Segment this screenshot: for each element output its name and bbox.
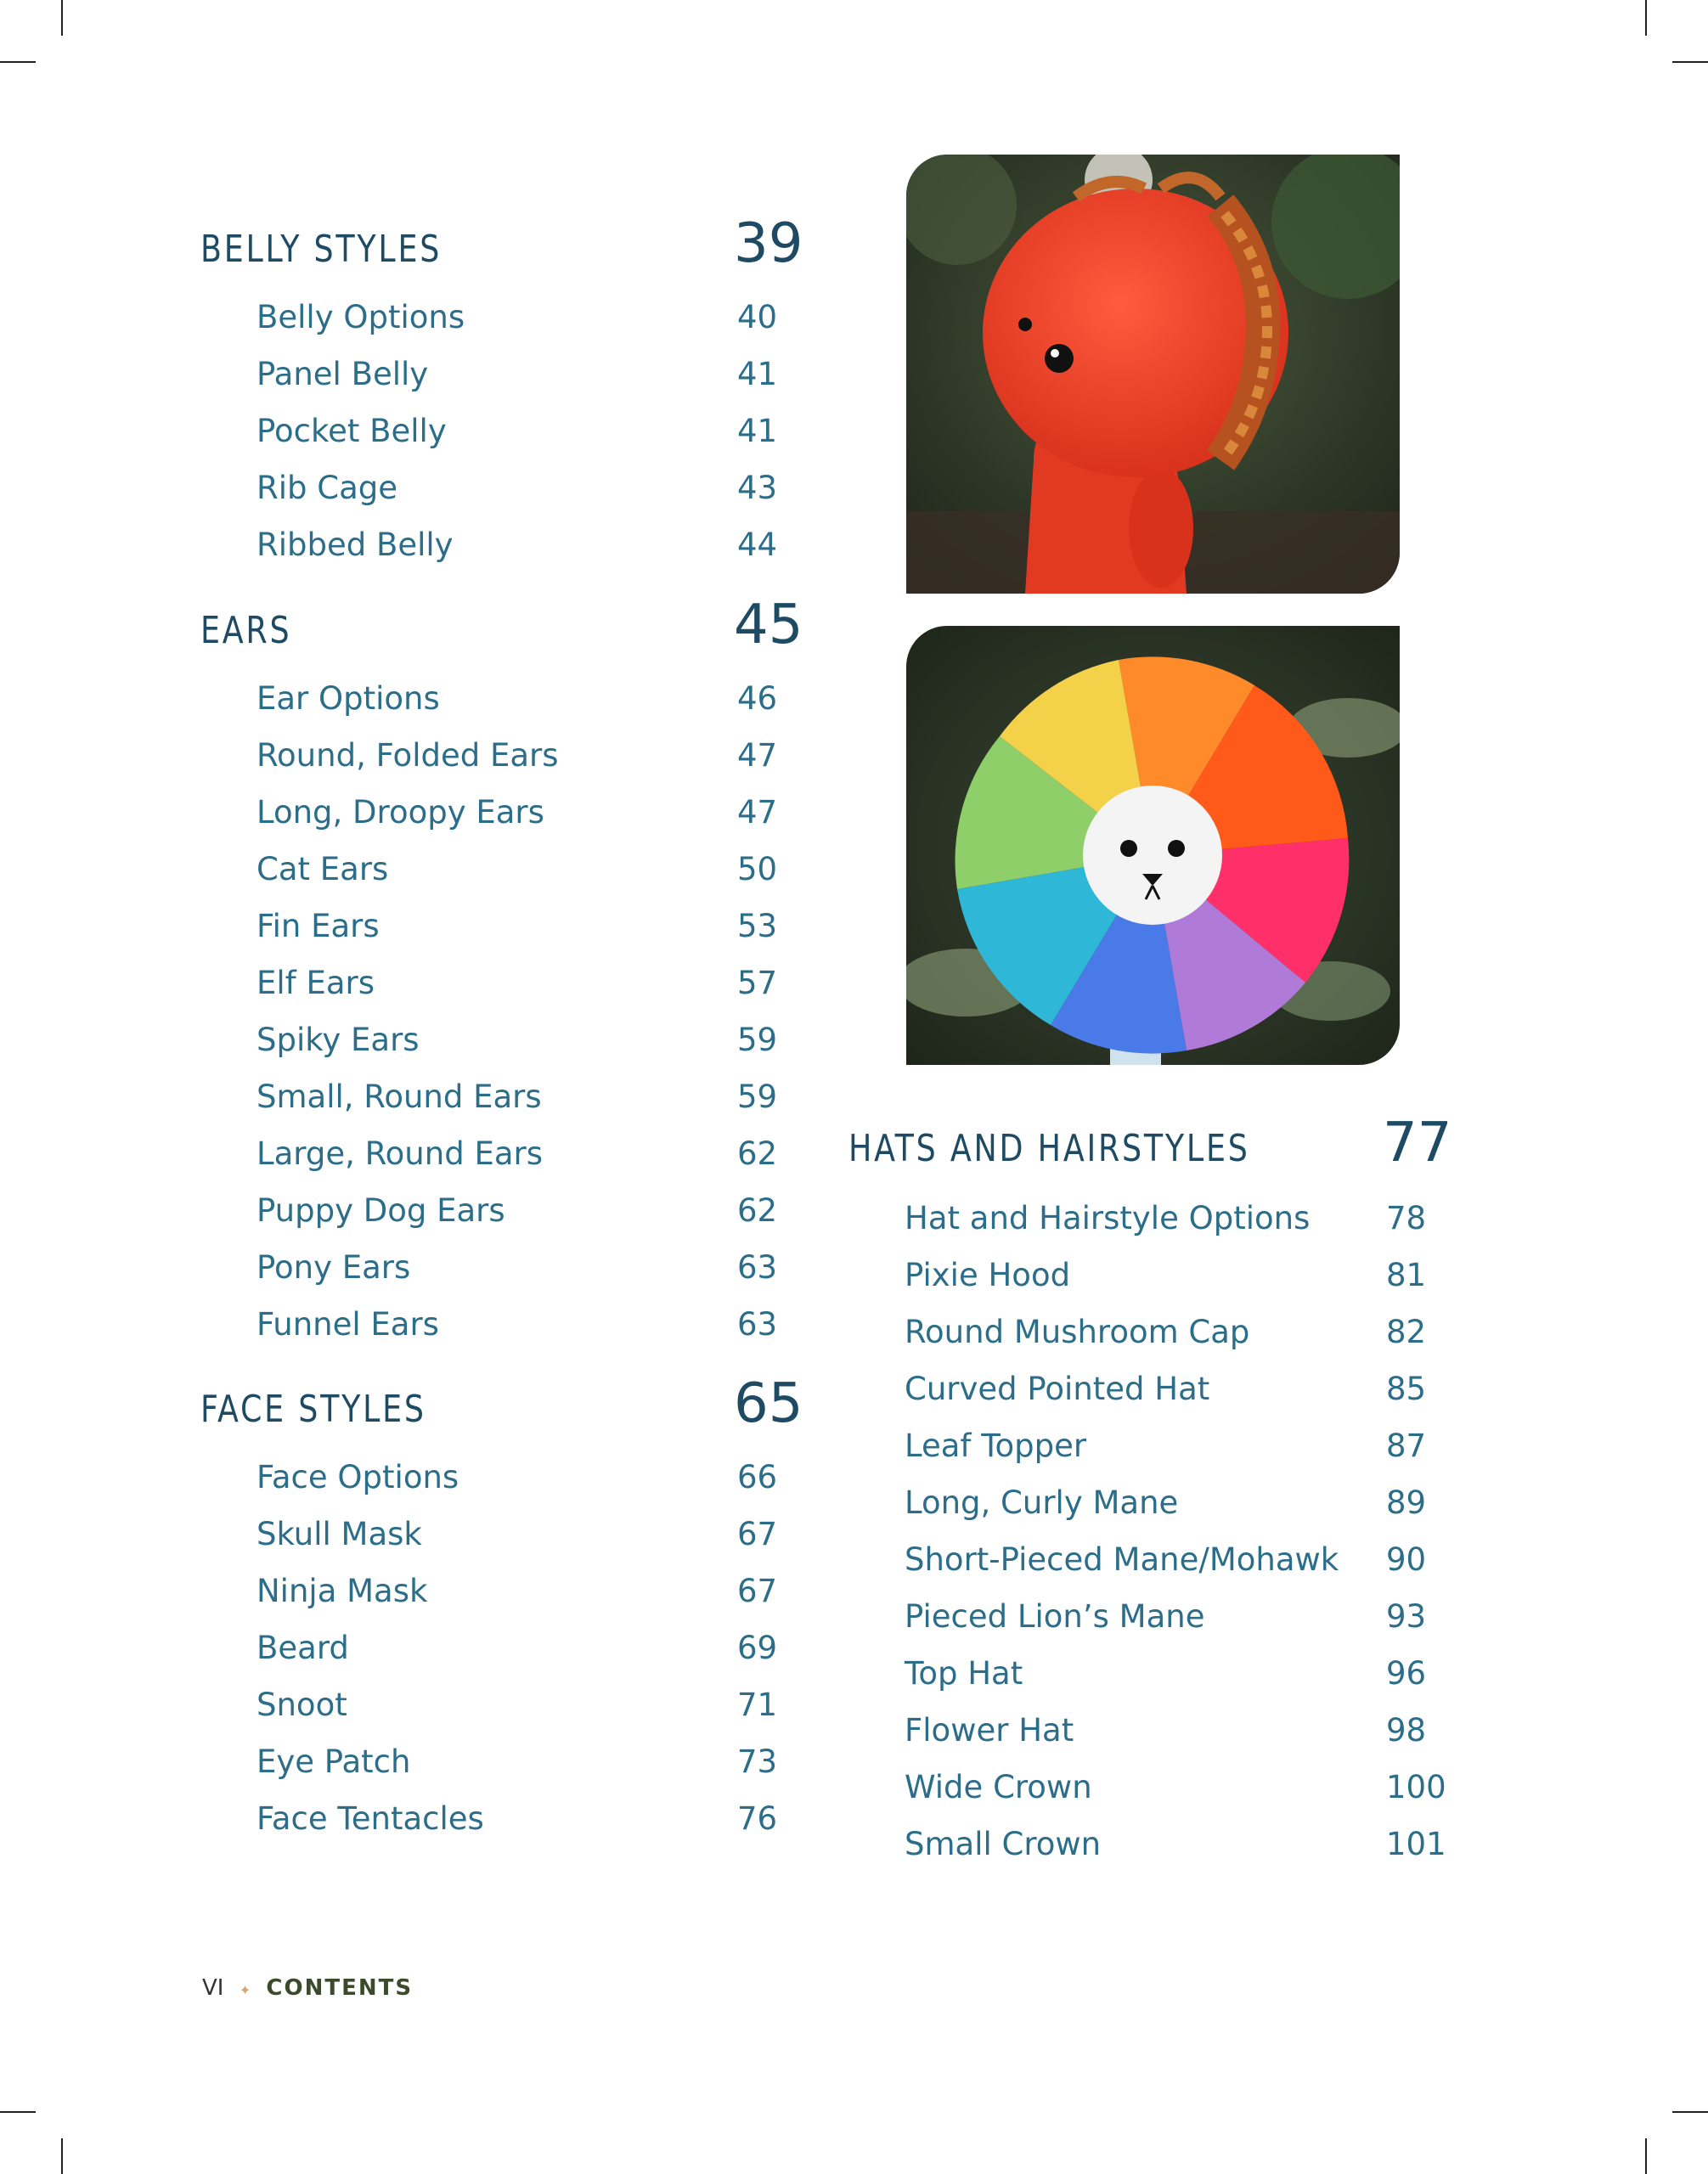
section-page-belly-styles: 39 <box>734 212 803 275</box>
toc-entry-page: 93 <box>1386 1598 1427 1635</box>
toc-entry: Cat Ears <box>256 851 389 887</box>
toc-entry: Top Hat <box>905 1655 1023 1692</box>
toc-entry: Face Tentacles <box>256 1800 484 1837</box>
toc-entry: Skull Mask <box>256 1516 422 1552</box>
toc-entry: Round Mushroom Cap <box>905 1314 1250 1350</box>
toc-entry-page: 85 <box>1386 1371 1427 1407</box>
toc-entry: Hat and Hairstyle Options <box>905 1200 1311 1236</box>
toc-entry-page: 101 <box>1386 1826 1446 1862</box>
toc-entry: Rib Cage <box>256 470 397 506</box>
toc-entry: Ear Options <box>256 680 440 717</box>
toc-entry: Ninja Mask <box>256 1573 428 1609</box>
toc-entry: Leaf Topper <box>905 1428 1087 1464</box>
crop-mark <box>0 61 36 63</box>
toc-entry-page: 69 <box>737 1630 778 1666</box>
toc-entry-page: 67 <box>737 1573 778 1609</box>
toc-entry-page: 73 <box>737 1743 778 1780</box>
toc-entry-page: 90 <box>1386 1541 1427 1578</box>
toc-entry-page: 63 <box>737 1306 778 1343</box>
toc-entry: Puppy Dog Ears <box>256 1192 505 1229</box>
toc-entry: Large, Round Ears <box>256 1135 543 1172</box>
toc-entry-page: 50 <box>737 851 778 887</box>
toc-entry: Pocket Belly <box>256 413 447 449</box>
toc-entry-page: 59 <box>737 1079 778 1115</box>
crop-mark <box>1645 2138 1647 2174</box>
toc-entry-page: 63 <box>737 1249 778 1286</box>
toc-entry-page: 87 <box>1386 1428 1427 1464</box>
toc-entry-page: 44 <box>737 527 778 563</box>
toc-entry: Small, Round Ears <box>256 1079 542 1115</box>
toc-entry: Fin Ears <box>256 908 380 944</box>
toc-entry: Long, Droopy Ears <box>256 794 544 831</box>
section-page-face-styles: 65 <box>734 1372 803 1435</box>
toc-entry: Panel Belly <box>256 356 429 392</box>
toc-entry: Snoot <box>256 1687 347 1723</box>
toc-entry: Spiky Ears <box>256 1022 420 1058</box>
crop-mark <box>61 0 63 36</box>
toc-entry: Face Options <box>256 1459 459 1495</box>
section-title-belly-styles: BELLY STYLES <box>200 228 443 271</box>
toc-entry-page: 59 <box>737 1022 778 1058</box>
toc-entry: Belly Options <box>256 299 465 335</box>
toc-entry: Beard <box>256 1630 349 1666</box>
crop-mark <box>0 2111 36 2113</box>
toc-entry: Flower Hat <box>905 1712 1074 1749</box>
toc-entry: Small Crown <box>905 1826 1102 1862</box>
toc-entry: Short-Pieced Mane/Mohawk <box>905 1541 1339 1578</box>
rainbow-mane-lion-photo <box>906 626 1400 1065</box>
section-title-face-styles: FACE STYLES <box>200 1388 426 1431</box>
page-footer <box>202 1975 413 2001</box>
toc-entry-page: 62 <box>737 1192 778 1229</box>
section-title-ears: EARS <box>200 609 292 652</box>
toc-entry: Elf Ears <box>256 965 375 1001</box>
toc-entry: Wide Crown <box>905 1769 1092 1805</box>
toc-entry-page: 43 <box>737 470 778 506</box>
toc-entry-page: 62 <box>737 1135 778 1172</box>
crop-mark <box>1645 0 1647 36</box>
toc-entry-page: 82 <box>1386 1314 1427 1350</box>
toc-entry-page: 67 <box>737 1516 778 1552</box>
separator-dot-icon: ✦ <box>239 1982 251 1998</box>
toc-entry: Round, Folded Ears <box>256 737 559 774</box>
toc-entry-page: 89 <box>1386 1484 1427 1521</box>
toc-entry-page: 47 <box>737 737 778 774</box>
page-folio: VI <box>202 1975 224 2001</box>
section-page-hats-and-hairstyles: 77 <box>1383 1112 1452 1174</box>
toc-entry-page: 47 <box>737 794 778 831</box>
toc-entry-page: 76 <box>737 1800 778 1837</box>
toc-entry-page: 41 <box>737 356 778 392</box>
toc-entry-page: 78 <box>1386 1200 1427 1236</box>
toc-entry: Ribbed Belly <box>256 527 454 563</box>
toc-entry: Pixie Hood <box>905 1257 1071 1293</box>
toc-entry-page: 100 <box>1386 1769 1446 1805</box>
toc-entry-page: 57 <box>737 965 778 1001</box>
toc-entry-page: 98 <box>1386 1712 1427 1749</box>
toc-entry-page: 41 <box>737 413 778 449</box>
crop-mark <box>1672 2111 1708 2113</box>
section-page-ears: 45 <box>734 594 803 656</box>
toc-entry-page: 40 <box>737 299 778 335</box>
toc-entry-page: 53 <box>737 908 778 944</box>
toc-entry: Pieced Lion’s Mane <box>905 1598 1205 1635</box>
toc-entry: Pony Ears <box>256 1249 411 1286</box>
footer-contents-label: CONTENTS <box>266 1975 414 2001</box>
crop-mark <box>1672 61 1708 63</box>
crop-mark <box>61 2138 63 2174</box>
toc-entry-page: 71 <box>737 1687 778 1723</box>
toc-entry-page: 66 <box>737 1459 778 1495</box>
toc-entry-page: 96 <box>1386 1655 1427 1692</box>
toc-entry-page: 81 <box>1386 1257 1427 1293</box>
toc-entry: Long, Curly Mane <box>905 1484 1179 1521</box>
toc-entry: Funnel Ears <box>256 1306 439 1343</box>
section-title-hats-and-hairstyles: HATS AND HAIRSTYLES <box>848 1127 1250 1170</box>
toc-entry: Curved Pointed Hat <box>905 1371 1210 1407</box>
red-crochet-creature-photo <box>906 155 1400 594</box>
toc-entry: Eye Patch <box>256 1743 411 1780</box>
toc-entry-page: 46 <box>737 680 778 717</box>
